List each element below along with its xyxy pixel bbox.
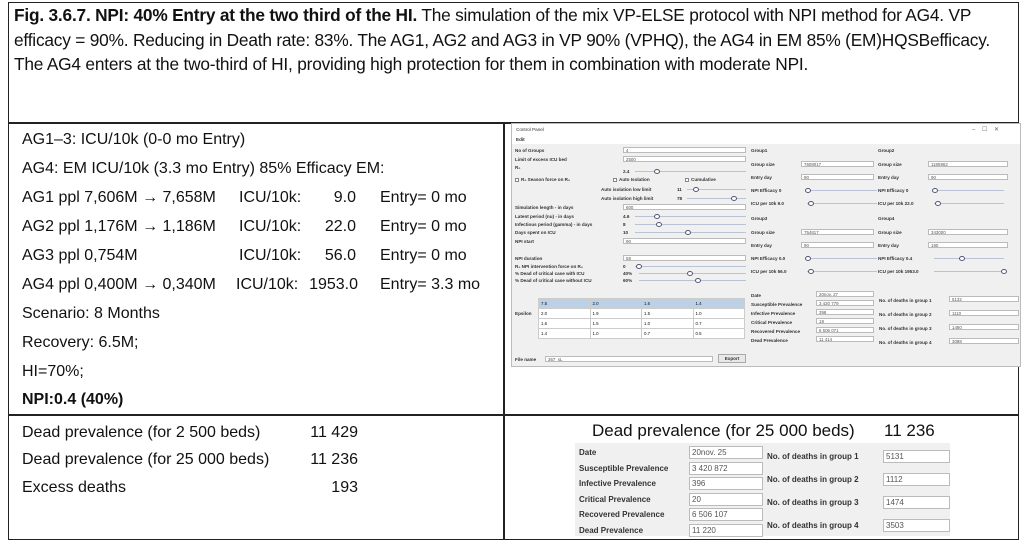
- epsilon-cell[interactable]: 0.7: [642, 329, 694, 339]
- icudays-slider[interactable]: [635, 232, 746, 233]
- susc-value[interactable]: 3 420 872: [689, 462, 763, 475]
- excess-deaths-label: Excess deaths: [22, 479, 127, 496]
- infect-slider[interactable]: [635, 224, 746, 225]
- label-file: File name: [515, 357, 537, 362]
- slider-thumb[interactable]: [959, 256, 965, 261]
- export-button[interactable]: Export: [718, 354, 746, 363]
- epsilon-cell[interactable]: 1.5: [642, 309, 694, 319]
- epsilon-row: [539, 299, 745, 309]
- dead-2500-label: Dead prevalence (for 2 500 beds): [22, 424, 261, 441]
- epsilon-cell[interactable]: 7.5: [539, 299, 591, 309]
- epsilon-cell[interactable]: 0.7: [693, 319, 745, 329]
- groups-input[interactable]: 4: [623, 147, 746, 153]
- ag4-summary: AG4: EM ICU/10k (3.3 mo Entry) 85% Efficacy EM:: [22, 160, 385, 177]
- epsilon-cell[interactable]: 2.0: [539, 309, 591, 319]
- season-checkbox[interactable]: R₀ Season force on R₀: [515, 177, 570, 182]
- epsilon-row: [539, 329, 745, 339]
- epsilon-row: [539, 319, 745, 329]
- npi-efficacy-slider[interactable]: [807, 190, 877, 191]
- menu-edit[interactable]: Edit: [516, 137, 525, 142]
- slider-thumb[interactable]: [808, 269, 814, 274]
- slider-thumb[interactable]: [808, 201, 814, 206]
- slider-thumb[interactable]: [687, 271, 693, 276]
- label-epsilon: Epsilon: [515, 311, 532, 316]
- label-rec: Recovered Prevalence: [579, 510, 665, 519]
- date-value[interactable]: 20nov. 25: [689, 446, 763, 459]
- epsilon-cell[interactable]: 1.0: [590, 329, 642, 339]
- right-dead-value: 11 236: [884, 421, 935, 440]
- dead-value[interactable]: 11 414: [816, 336, 874, 342]
- limit-input[interactable]: 2500: [623, 156, 746, 162]
- label-rec: Recovered Prevalence: [751, 329, 801, 334]
- dead-2500-value: 11 429: [310, 424, 358, 441]
- d1-value[interactable]: 5131: [883, 450, 950, 463]
- epsilon-cell[interactable]: 2.0: [590, 299, 642, 309]
- label-deadicu: % Dead of critical case with ICU: [515, 271, 585, 276]
- label-date: Date: [579, 448, 597, 457]
- slider-thumb[interactable]: [636, 264, 642, 269]
- caption-title: Fig. 3.6.7. NPI: 40% Entry at the two third of the HI.: [14, 5, 418, 25]
- slider-thumb[interactable]: [731, 196, 737, 201]
- r0-slider[interactable]: [635, 171, 746, 172]
- npi-efficacy-label: NPI Efficacy 0.4: [878, 256, 913, 261]
- slider-thumb[interactable]: [935, 201, 941, 206]
- label-susc: Susceptible Prevalence: [579, 463, 669, 473]
- d4-value[interactable]: 3503: [883, 519, 950, 532]
- d1-value[interactable]: 5132: [949, 296, 1019, 302]
- epsilon-cell[interactable]: 1.9: [590, 309, 642, 319]
- npi-efficacy-label: NPI Efficacy 0: [751, 188, 782, 193]
- latent-value: 4.6: [623, 214, 630, 219]
- divider: [503, 122, 505, 540]
- label-infect: Infectious period (gamma) - in days: [515, 222, 593, 227]
- figure-caption: [14, 3, 1016, 77]
- r0-value: 2.4: [623, 169, 630, 174]
- slider-thumb[interactable]: [654, 169, 660, 174]
- dead-25000-value: 11 236: [310, 451, 358, 468]
- rec-value[interactable]: 6 506 071: [816, 327, 874, 333]
- label-npistart: NPI start: [515, 239, 534, 244]
- label-low: Auto isolation low limit: [601, 187, 652, 192]
- epsilon-row: [539, 309, 745, 319]
- deadicu-value: 40%: [623, 271, 633, 276]
- dead-value[interactable]: 11 220: [689, 524, 763, 537]
- npistart-input[interactable]: 90: [623, 238, 746, 244]
- divider: [8, 414, 1019, 416]
- slider-thumb[interactable]: [932, 188, 938, 193]
- npi-value: NPI:0.4 (40%): [22, 391, 124, 408]
- epsilon-cell[interactable]: 1.4: [693, 299, 745, 309]
- group-size-input[interactable]: 7608017: [801, 161, 874, 167]
- caption-text: The simulation of the mix VP-ELSE protocol with NPI method for AG4. VP efficacy = 90%. Reducing in Death rate: 83%. The AG1, AG2 and AG3 in VP 90% (VPHQ), the AG4 in EM 85% (EM)HQSBefficacy. The AG4 enters at the two-third of HI, providing high protection for them in combination with moderate NPI.: [14, 5, 990, 74]
- label-crit: Critical Prevalence: [751, 320, 793, 325]
- dead-25000-label: Dead prevalence (for 25 000 beds): [22, 451, 270, 468]
- epsilon-cell[interactable]: 1.5: [590, 319, 642, 329]
- label-r0: R₀: [515, 165, 521, 170]
- infect-value: 8: [623, 222, 626, 227]
- entry-day-input[interactable]: 190: [928, 242, 1008, 248]
- cumulative-checkbox[interactable]: Cumulative: [685, 177, 716, 182]
- inf-value[interactable]: 396: [689, 477, 763, 490]
- high-value: 78: [677, 196, 683, 201]
- slider-thumb[interactable]: [1001, 269, 1007, 274]
- slider-thumb[interactable]: [654, 214, 660, 219]
- epsilon-cell[interactable]: 1.6: [642, 299, 694, 309]
- epsilon-cell[interactable]: 1.4: [539, 329, 591, 339]
- group-title: Group4: [878, 216, 895, 221]
- npiforce-slider[interactable]: [635, 266, 746, 267]
- entry-day-input[interactable]: 90: [801, 174, 874, 180]
- latent-slider[interactable]: [635, 216, 746, 217]
- window-controls[interactable]: – ☐ ✕: [972, 127, 1000, 133]
- slider-thumb[interactable]: [656, 222, 662, 227]
- slider-thumb[interactable]: [693, 187, 699, 192]
- right-dead-label: Dead prevalence (for 25 000 beds): [592, 421, 855, 440]
- group-size-input[interactable]: 343000: [928, 229, 1008, 235]
- npi-efficacy-slider[interactable]: [934, 258, 1004, 259]
- low-value: 11: [677, 187, 682, 192]
- window-title: Control Panel: [516, 127, 544, 132]
- d4-value[interactable]: 3088: [949, 338, 1019, 344]
- label-crit: Critical Prevalence: [579, 494, 651, 504]
- deadnoicu-slider[interactable]: [639, 280, 746, 281]
- group-title: Group3: [751, 216, 768, 221]
- crit-value[interactable]: 20: [689, 493, 763, 506]
- d2-value[interactable]: 1110: [949, 310, 1019, 316]
- npi-efficacy-slider[interactable]: [934, 190, 1004, 191]
- ag13-summary: AG1–3: ICU/10k (0-0 mo Entry): [22, 131, 246, 148]
- epsilon-table: [538, 298, 745, 339]
- icu-per-10k-label: ICU per 10k 9.0: [751, 201, 784, 206]
- label-npiforce: R₀ NPI intervention force on R₀: [515, 264, 583, 269]
- label-d1: No. of deaths in group 1: [767, 452, 859, 461]
- npi-efficacy-label: NPI Efficacy 0: [878, 188, 909, 193]
- rec-value[interactable]: 6 506 107: [689, 508, 763, 521]
- label-d3: No. of deaths in group 3: [767, 498, 859, 507]
- label-icudays: Days spent on ICU: [515, 230, 556, 235]
- d3-value[interactable]: 1474: [883, 496, 950, 509]
- icu-per-10k-slider[interactable]: [807, 271, 877, 272]
- crit-value[interactable]: 18: [816, 318, 874, 324]
- high-slider[interactable]: [687, 198, 746, 199]
- scenario: Scenario: 8 Months: [22, 305, 160, 322]
- label-group-size: Group size: [878, 162, 902, 167]
- label-entry-day: Entry day: [878, 243, 899, 248]
- label-latent: Latent period (nu) - in days: [515, 214, 574, 219]
- icu-per-10k-slider[interactable]: [934, 271, 1004, 272]
- recovery: Recovery: 6.5M;: [22, 334, 139, 351]
- label-group-size: Group size: [751, 230, 775, 235]
- epsilon-cell[interactable]: 0.5: [693, 329, 745, 339]
- label-d4: No. of deaths in group 4: [767, 521, 859, 530]
- icudays-value: 10: [623, 230, 629, 235]
- label-sim: Simulation length - in days: [515, 205, 574, 210]
- npiforce-value: 0: [623, 264, 626, 269]
- group-size-input[interactable]: 1185962: [928, 161, 1008, 167]
- label-groups: No of Groups: [515, 148, 545, 153]
- label-entry-day: Entry day: [878, 175, 899, 180]
- sim-input[interactable]: 600: [623, 204, 746, 210]
- file-name-input[interactable]: 367_sL: [545, 356, 713, 362]
- slider-thumb[interactable]: [695, 278, 701, 283]
- npi-efficacy-label: NPI Efficacy 0.0: [751, 256, 786, 261]
- deadicu-slider[interactable]: [639, 273, 746, 274]
- entry-day-input[interactable]: 90: [928, 174, 1008, 180]
- inf-value[interactable]: 398: [816, 309, 874, 315]
- epsilon-cell[interactable]: 1.0: [642, 319, 694, 329]
- npi-efficacy-slider[interactable]: [807, 258, 877, 259]
- label-high: Auto isolation high limit: [601, 196, 654, 201]
- susc-value[interactable]: 3 420 779: [816, 300, 874, 306]
- slider-thumb[interactable]: [685, 230, 691, 235]
- group-title: Group2: [878, 148, 895, 153]
- excess-deaths-value: 193: [331, 479, 358, 496]
- label-dead: Dead Prevalence: [751, 338, 788, 343]
- group-size-input[interactable]: 754817: [801, 229, 874, 235]
- label-inf: Infective Prevalence: [579, 479, 656, 488]
- label-d3: No. of deaths in group 3: [879, 326, 932, 331]
- icu-per-10k-slider[interactable]: [934, 203, 1004, 204]
- entry-day-input[interactable]: 90: [801, 242, 874, 248]
- epsilon-cell[interactable]: 1.6: [539, 319, 591, 329]
- slider-thumb[interactable]: [805, 188, 811, 193]
- label-d2: No. of deaths in group 2: [767, 475, 859, 484]
- label-d4: No. of deaths in group 4: [879, 340, 932, 345]
- results-screenshot: [575, 443, 950, 536]
- label-entry-day: Entry day: [751, 175, 772, 180]
- label-d2: No. of deaths in group 2: [879, 312, 932, 317]
- label-susc: Susceptible Prevalence: [751, 302, 803, 307]
- slider-thumb[interactable]: [805, 256, 811, 261]
- group-title: Group1: [751, 148, 768, 153]
- label-group-size: Group size: [878, 230, 902, 235]
- label-date: Date: [751, 293, 761, 298]
- label-inf: Infective Prevalence: [751, 311, 796, 316]
- icu-per-10k-slider[interactable]: [807, 203, 877, 204]
- label-npidur: NPI duration: [515, 256, 543, 261]
- d2-value[interactable]: 1112: [883, 473, 950, 486]
- icu-per-10k-label: ICU per 10k 1953.0: [878, 269, 919, 274]
- date-value[interactable]: 20nov. 27: [816, 291, 874, 297]
- auto-isolation-checkbox[interactable]: Auto Isolation: [613, 177, 650, 182]
- herd-immunity: HI=70%;: [22, 363, 84, 380]
- icu-per-10k-label: ICU per 10k 22.0: [878, 201, 914, 206]
- icu-per-10k-label: ICU per 10k 56.0: [751, 269, 787, 274]
- label-d1: No. of deaths in group 1: [879, 298, 932, 303]
- label-deadnoicu: % Dead of critical case without ICU: [515, 278, 592, 283]
- label-limit: Limit of excess ICU bed: [515, 157, 567, 162]
- label-dead: Dead Prevalence: [579, 525, 644, 535]
- d3-value[interactable]: 1480: [949, 324, 1019, 330]
- label-group-size: Group size: [751, 162, 775, 167]
- low-slider[interactable]: [687, 189, 746, 190]
- deadnoicu-value: 60%: [623, 278, 633, 283]
- epsilon-cell[interactable]: 1.0: [693, 309, 745, 319]
- npidur-input[interactable]: 58: [623, 255, 746, 261]
- label-entry-day: Entry day: [751, 243, 772, 248]
